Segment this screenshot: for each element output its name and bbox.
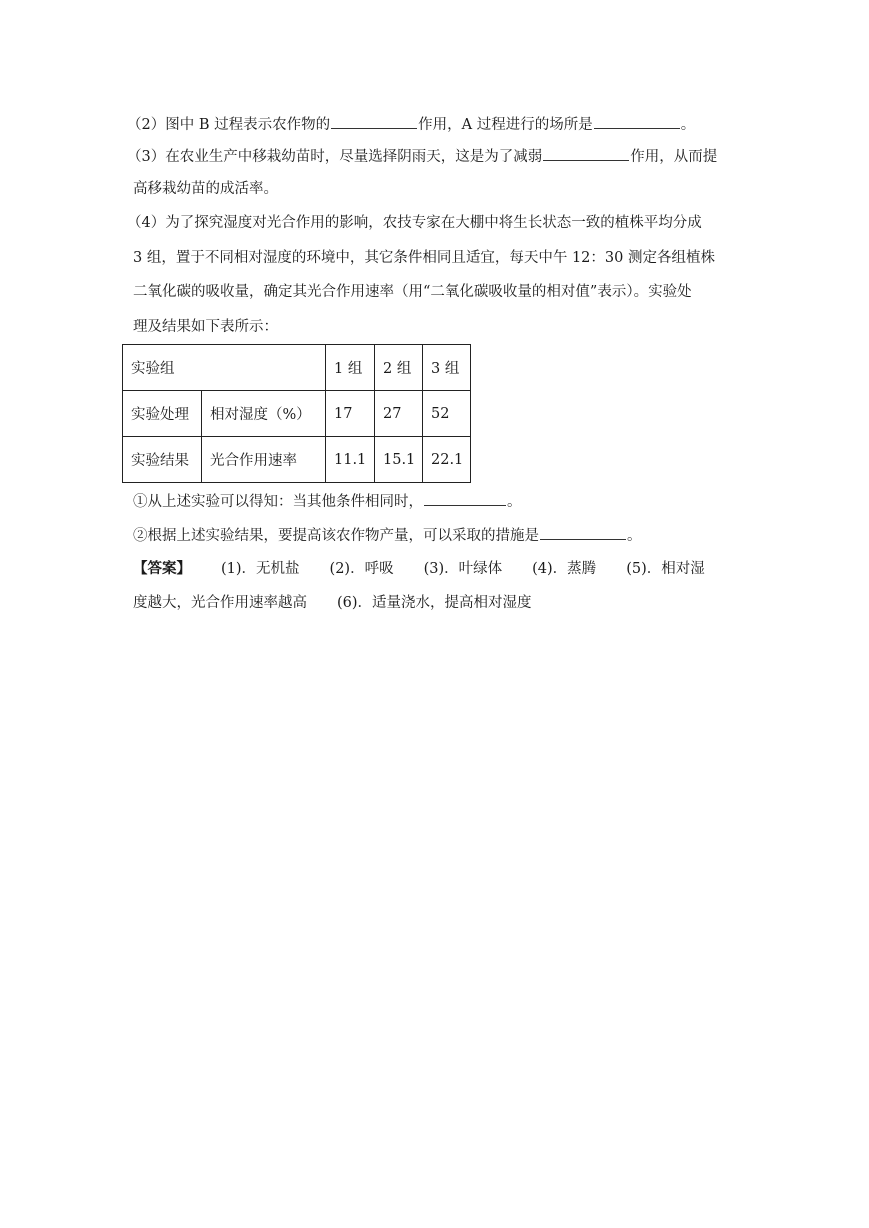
- question-3-line-1: [127, 146, 717, 167]
- answer-3: (3)．叶绿体: [423, 561, 503, 577]
- experiment-table: [122, 344, 471, 483]
- table-header-group-2: 2 组: [375, 345, 423, 391]
- table-header-label: 实验组: [123, 345, 326, 391]
- answer-blank-b-process: [331, 114, 417, 129]
- table-cell-photosynthesis-rate: 光合作用速率: [202, 437, 326, 483]
- table-cell-treatment: 实验处理: [123, 391, 202, 437]
- question-3-line-2: 高移栽幼苗的成活率。: [133, 181, 278, 197]
- answer-label: 【答案】: [133, 560, 191, 577]
- question-2: [127, 114, 695, 135]
- answer-6: (6)．适量浇水，提高相对湿度: [337, 595, 532, 611]
- table-row: [123, 437, 471, 483]
- table-cell: 17: [326, 391, 375, 437]
- q2-text-middle: 作用，A 过程进行的场所是: [418, 117, 593, 133]
- answer-line-2: [133, 593, 532, 613]
- q3-text-end: 作用，从而提: [630, 149, 718, 165]
- question-4-line-1: （4）为了探究湿度对光合作用的影响，农技专家在大棚中将生长状态一致的植株平均分成: [127, 215, 702, 231]
- q3-text-start: （3）在农业生产中移栽幼苗时，尽量选择阴雨天，这是为了减弱: [127, 149, 543, 165]
- answer-2: (2)．呼吸: [329, 561, 394, 577]
- answer-blank-conclusion: [424, 491, 506, 506]
- question-4-line-2: 3 组，置于不同相对湿度的环境中，其它条件相同且适宜，每天中午 12：30 测定各组植株: [133, 250, 715, 266]
- table-cell: 27: [375, 391, 423, 437]
- table-cell-result: 实验结果: [123, 437, 202, 483]
- sub2-end: 。: [627, 528, 642, 544]
- sub1-end: 。: [507, 494, 522, 510]
- question-4-line-3: 二氧化碳的吸收量，确定其光合作用速率（用“二氧化碳吸收量的相对值”表示）。实验处: [133, 284, 692, 300]
- question-4-line-4: 理及结果如下表所示：: [133, 319, 278, 335]
- sub2-text: ②根据上述实验结果，要提高该农作物产量，可以采取的措施是: [133, 528, 539, 544]
- answer-5-part-1: (5)．相对湿: [626, 561, 705, 577]
- sub1-text: ①从上述实验可以得知：当其他条件相同时，: [133, 494, 423, 510]
- table-cell: 11.1: [326, 437, 375, 483]
- answer-4: (4)．蒸腾: [532, 561, 597, 577]
- table-header-group-1: 1 组: [326, 345, 375, 391]
- table-cell: 15.1: [375, 437, 423, 483]
- table-cell: 22.1: [423, 437, 471, 483]
- table-header-group-3: 3 组: [423, 345, 471, 391]
- answer-blank-measure: [540, 525, 626, 540]
- answer-line-1: [133, 559, 705, 579]
- q2-text-end: 。: [680, 117, 696, 133]
- answer-1: (1)．无机盐: [221, 561, 300, 577]
- q2-text-start: （2）图中 B 过程表示农作物的: [127, 117, 331, 133]
- table-row: [123, 391, 471, 437]
- table-header-row: [123, 345, 471, 391]
- sub-question-1: [133, 491, 522, 512]
- answer-5-part-2: 度越大，光合作用速率越高: [133, 595, 307, 611]
- answer-blank-weaken: [543, 146, 629, 161]
- table-cell-humidity: 相对湿度（%）: [202, 391, 326, 437]
- answer-blank-a-site: [594, 114, 680, 129]
- table-cell: 52: [423, 391, 471, 437]
- sub-question-2: [133, 525, 642, 546]
